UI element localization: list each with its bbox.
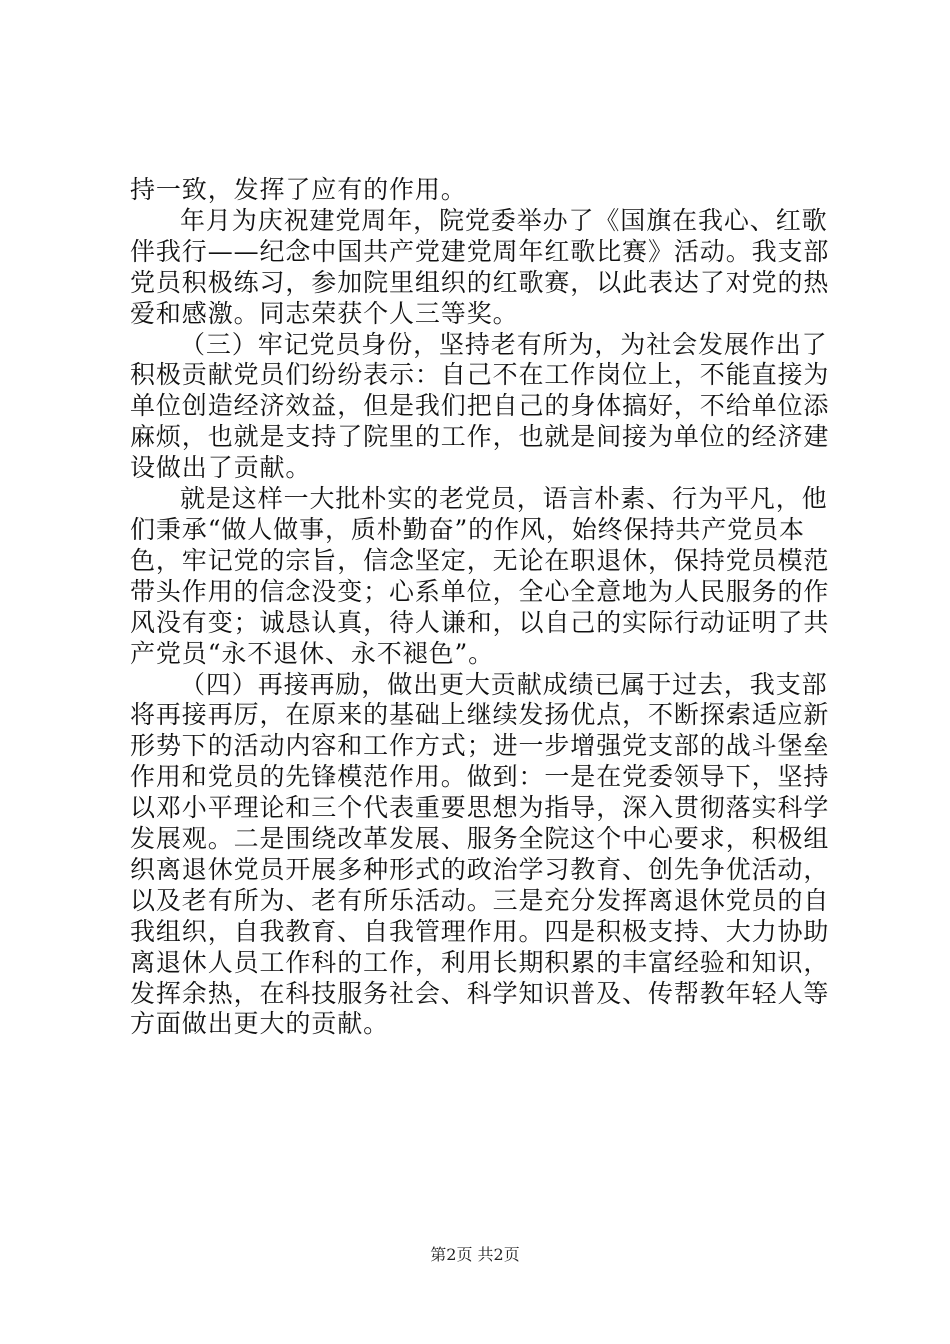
text-line: 就是这样一大批朴实的老党员，语言朴素、行为平凡，他 [180, 484, 828, 514]
page-footer: 第2页 共2页 [430, 1245, 520, 1264]
text-line: 带头作用的信念没变；心系单位，全心全意地为人民服务的作 [130, 576, 830, 606]
document-body [130, 175, 830, 1040]
text-line: （四）再接再励，做出更大贡献成绩已属于过去，我支部 [180, 669, 828, 699]
text-line: 风没有变；诚恳认真，待人谦和，以自己的实际行动证明了共 [130, 607, 830, 637]
text-line: 爱和感激。同志荣获个人三等奖。 [130, 298, 519, 328]
text-line: 以及老有所为、老有所乐活动。三是充分发挥离退休党员的自 [130, 885, 830, 915]
text-line: 离退休人员工作科的工作，利用长期积累的丰富经验和知识， [130, 947, 830, 977]
text-line: 以邓小平理论和三个代表重要思想为指导，深入贯彻落实科学 [130, 793, 830, 823]
text-line: 持一致，发挥了应有的作用。 [130, 175, 467, 204]
text-line: 们秉承“做人做事，质朴勤奋”的作风，始终保持共产党员本 [130, 514, 805, 544]
text-line: 形势下的活动内容和工作方式；进一步增强党支部的战斗堡垒 [130, 731, 830, 761]
text-line: 我组织，自我教育、自我管理作用。四是积极支持、大力协助 [130, 916, 830, 946]
text-line: 方面做出更大的贡献。 [130, 1009, 390, 1039]
text-line: （三）牢记党员身份，坚持老有所为，为社会发展作出了 [180, 329, 828, 359]
text-line: 作用和党员的先锋模范作用。做到：一是在党委领导下，坚持 [130, 762, 830, 792]
text-line: 发展观。二是围绕改革发展、服务全院这个中心要求，积极组 [130, 824, 830, 854]
text-line: 麻烦，也就是支持了院里的工作，也就是间接为单位的经济建 [130, 422, 830, 452]
text-line: 设做出了贡献。 [130, 453, 312, 483]
text-line: 年月为庆祝建党周年，院党委举办了《国旗在我心、红歌 [180, 205, 828, 235]
text-line: 织离退休党员开展多种形式的政治学习教育、创先争优活动， [130, 854, 830, 884]
text-line: 单位创造经济效益，但是我们把自己的身体搞好，不给单位添 [130, 391, 830, 421]
text-line: 发挥余热，在科技服务社会、科学知识普及、传帮教年轻人等 [130, 978, 830, 1008]
text-line: 党员积极练习，参加院里组织的红歌赛，以此表达了对党的热 [130, 267, 830, 297]
text-line: 产党员“永不退休、永不褪色”。 [130, 638, 495, 668]
text-line: 色，牢记党的宗旨，信念坚定，无论在职退休，保持党员模范 [130, 545, 830, 575]
text-line: 积极贡献党员们纷纷表示：自己不在工作岗位上，不能直接为 [130, 360, 830, 390]
text-line: 伴我行——纪念中国共产党建党周年红歌比赛》活动。我支部 [130, 236, 830, 266]
text-line: 将再接再厉，在原来的基础上继续发扬优点，不断探索适应新 [130, 700, 830, 730]
